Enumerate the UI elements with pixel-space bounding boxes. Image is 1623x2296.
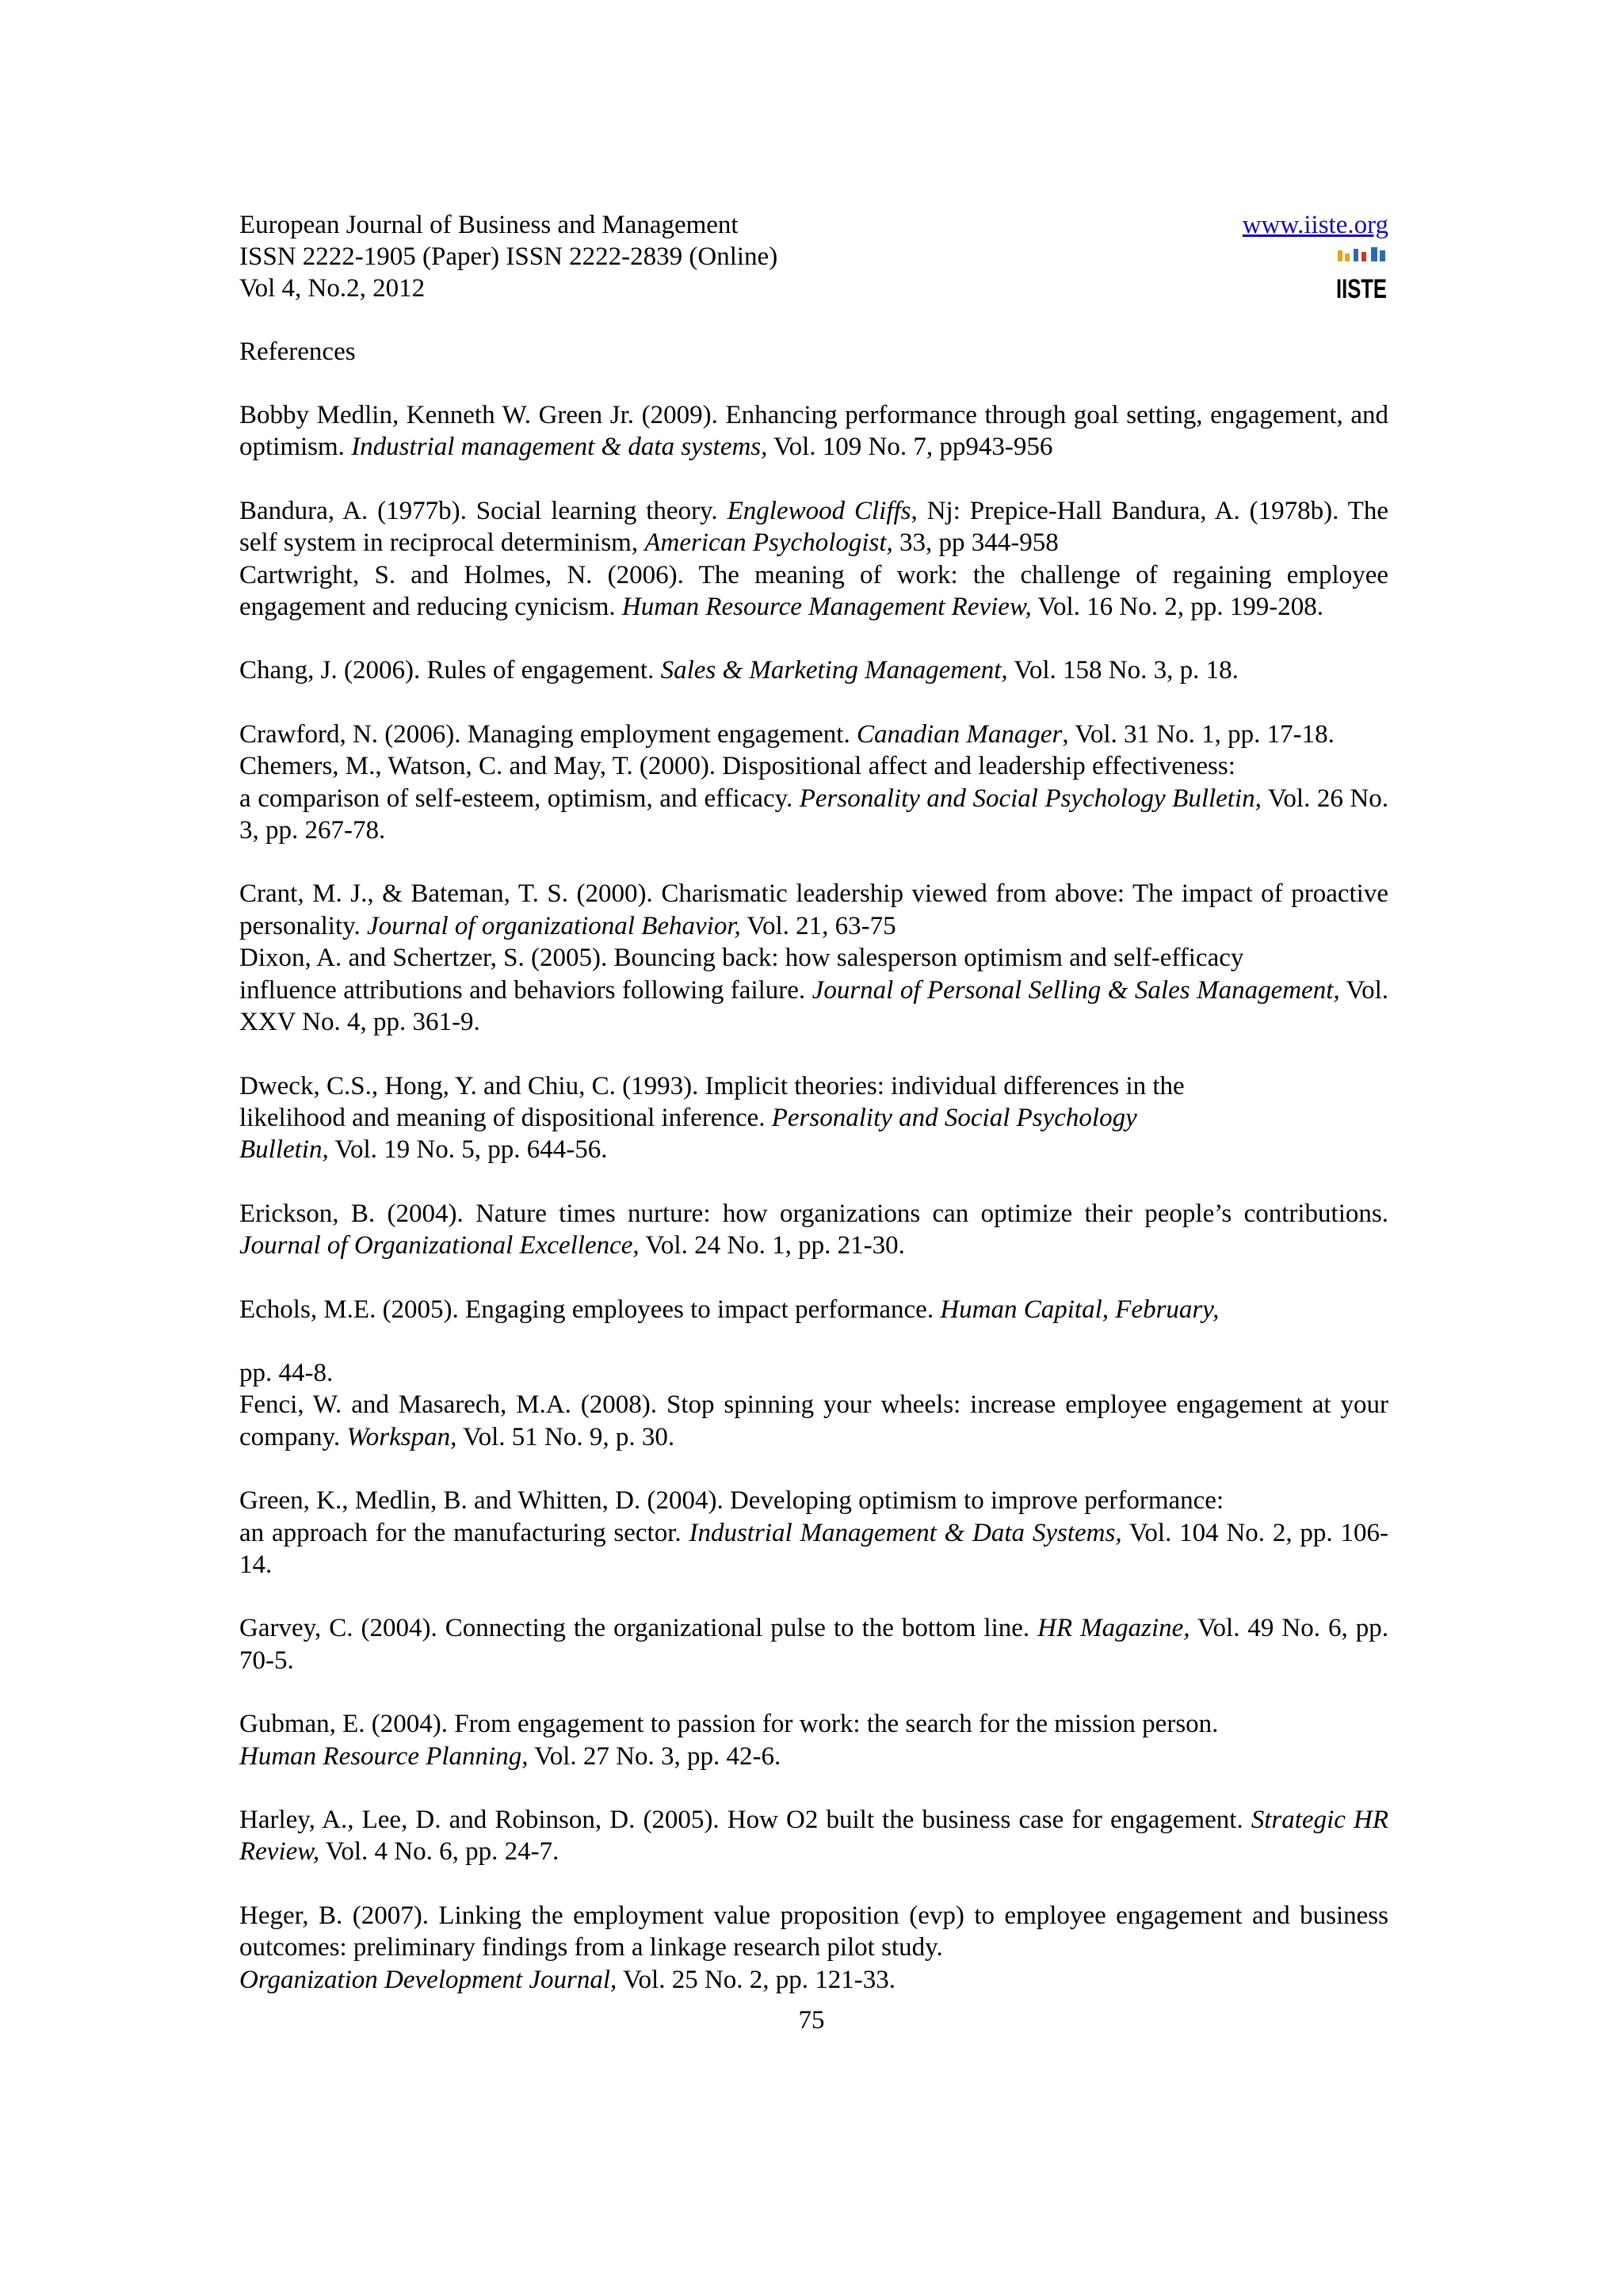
- page-number: 75: [798, 2006, 825, 2035]
- reference-entry: Fenci, W. and Masarech, M.A. (2008). Stop spinning your wheels: increase employee engagement at your company. Workspan, Vol. 51 No. 9, p. 30.: [239, 1390, 1388, 1451]
- page-header: [239, 209, 1388, 312]
- reference-entry: likelihood and meaning of dispositional inference. Personality and Social Psychology: [239, 1103, 1137, 1132]
- reference-entry: Garvey, C. (2004). Connecting the organizational pulse to the bottom line. HR Magazine, Vol. 49 No. 6, pp. 70-5.: [239, 1614, 1389, 1675]
- document-page: [239, 209, 1388, 1996]
- reference-entry: Harley, A., Lee, D. and Robinson, D. (2005). How O2 built the business case for engagement. Strategic HR Review, Vol. 4 No. 6, pp. 24-7.: [239, 1806, 1388, 1867]
- website-link[interactable]: www.iiste.org: [1242, 211, 1388, 239]
- journal-title: European Journal of Business and Management: [239, 211, 739, 239]
- reference-entry: Human Resource Planning, Vol. 27 No. 3, pp. 42-6.: [239, 1741, 781, 1771]
- reference-entry: an approach for the manufacturing sector. Industrial Management & Data Systems, Vol. 104 No. 2, pp. 106-14.: [239, 1518, 1388, 1579]
- reference-entry: Bandura, A. (1977b). Social learning theory. Englewood Cliffs, Nj: Prepice-Hall Bandura, A. (1978b). The self system in reciprocal determinism, American Psychologist, 33, pp 344-958: [239, 496, 1388, 558]
- reference-entry: Organization Development Journal, Vol. 25 No. 2, pp. 121-33.: [239, 1965, 896, 1994]
- reference-entry: Cartwright, S. and Holmes, N. (2006). The meaning of work: the challenge of regaining employee engagement and reducing cynicism. Human Resource Management Review, Vol. 16 No. 2, pp. 199-208.: [239, 560, 1388, 622]
- reference-entry: Crawford, N. (2006). Managing employment engagement. Canadian Manager, Vol. 31 No. 1, pp. 17-18.: [239, 719, 1335, 749]
- reference-entry: Gubman, E. (2004). From engagement to passion for work: the search for the mission person.: [239, 1710, 1219, 1739]
- iiste-logo: [1335, 247, 1388, 303]
- issn-line: ISSN 2222-1905 (Paper) ISSN 2222-2839 (Online): [239, 242, 778, 271]
- volume-line: Vol 4, No.2, 2012: [239, 274, 426, 303]
- svg-text:IISTE: IISTE: [1336, 274, 1387, 304]
- reference-entry: Bobby Medlin, Kenneth W. Green Jr. (2009). Enhancing performance through goal setting, engagement, and optimism. Industrial management & data systems, Vol. 109 No. 7, pp943-956: [239, 401, 1388, 462]
- reference-entry: Green, K., Medlin, B. and Whitten, D. (2004). Developing optimism to improve performance:: [239, 1486, 1224, 1516]
- reference-entry: Erickson, B. (2004). Nature times nurture: how organizations can optimize their people’s contributions. Journal of Organizational Excellence, Vol. 24 No. 1, pp. 21-30.: [239, 1199, 1388, 1261]
- reference-entry: influence attributions and behaviors following failure. Journal of Personal Selling & Sales Management, Vol. XXV No. 4, pp. 361-9.: [239, 975, 1389, 1037]
- reference-entry: a comparison of self-esteem, optimism, and efficacy. Personality and Social Psychology Bulletin, Vol. 26 No. 3, pp. 267-78.: [239, 784, 1389, 845]
- reference-list: [239, 399, 1388, 1996]
- reference-entry: Dixon, A. and Schertzer, S. (2005). Bouncing back: how salesperson optimism and self-efficacy: [239, 944, 1244, 973]
- reference-entry: Echols, M.E. (2005). Engaging employees to impact performance. Human Capital, February,: [239, 1295, 1220, 1324]
- reference-entry: pp. 44-8.: [239, 1358, 334, 1387]
- reference-entry: Chemers, M., Watson, C. and May, T. (2000). Dispositional affect and leadership effectiveness:: [239, 752, 1235, 781]
- reference-entry: Dweck, C.S., Hong, Y. and Chiu, C. (1993). Implicit theories: individual differences in the: [239, 1071, 1185, 1100]
- reference-entry: Heger, B. (2007). Linking the employment value proposition (evp) to employee engagement and business outcomes: preliminary findings from a linkage research pilot study.: [239, 1901, 1388, 1962]
- reference-entry: Bulletin, Vol. 19 No. 5, pp. 644-56.: [239, 1135, 608, 1165]
- references-heading: References: [239, 338, 356, 366]
- reference-entry: Crant, M. J., & Bateman, T. S. (2000). Charismatic leadership viewed from above: The impact of proactive personality. Journal of organizational Behavior, Vol. 21, 63-75: [239, 879, 1388, 940]
- reference-entry: Chang, J. (2006). Rules of engagement. Sales & Marketing Management, Vol. 158 No. 3, p. 18.: [239, 656, 1239, 685]
